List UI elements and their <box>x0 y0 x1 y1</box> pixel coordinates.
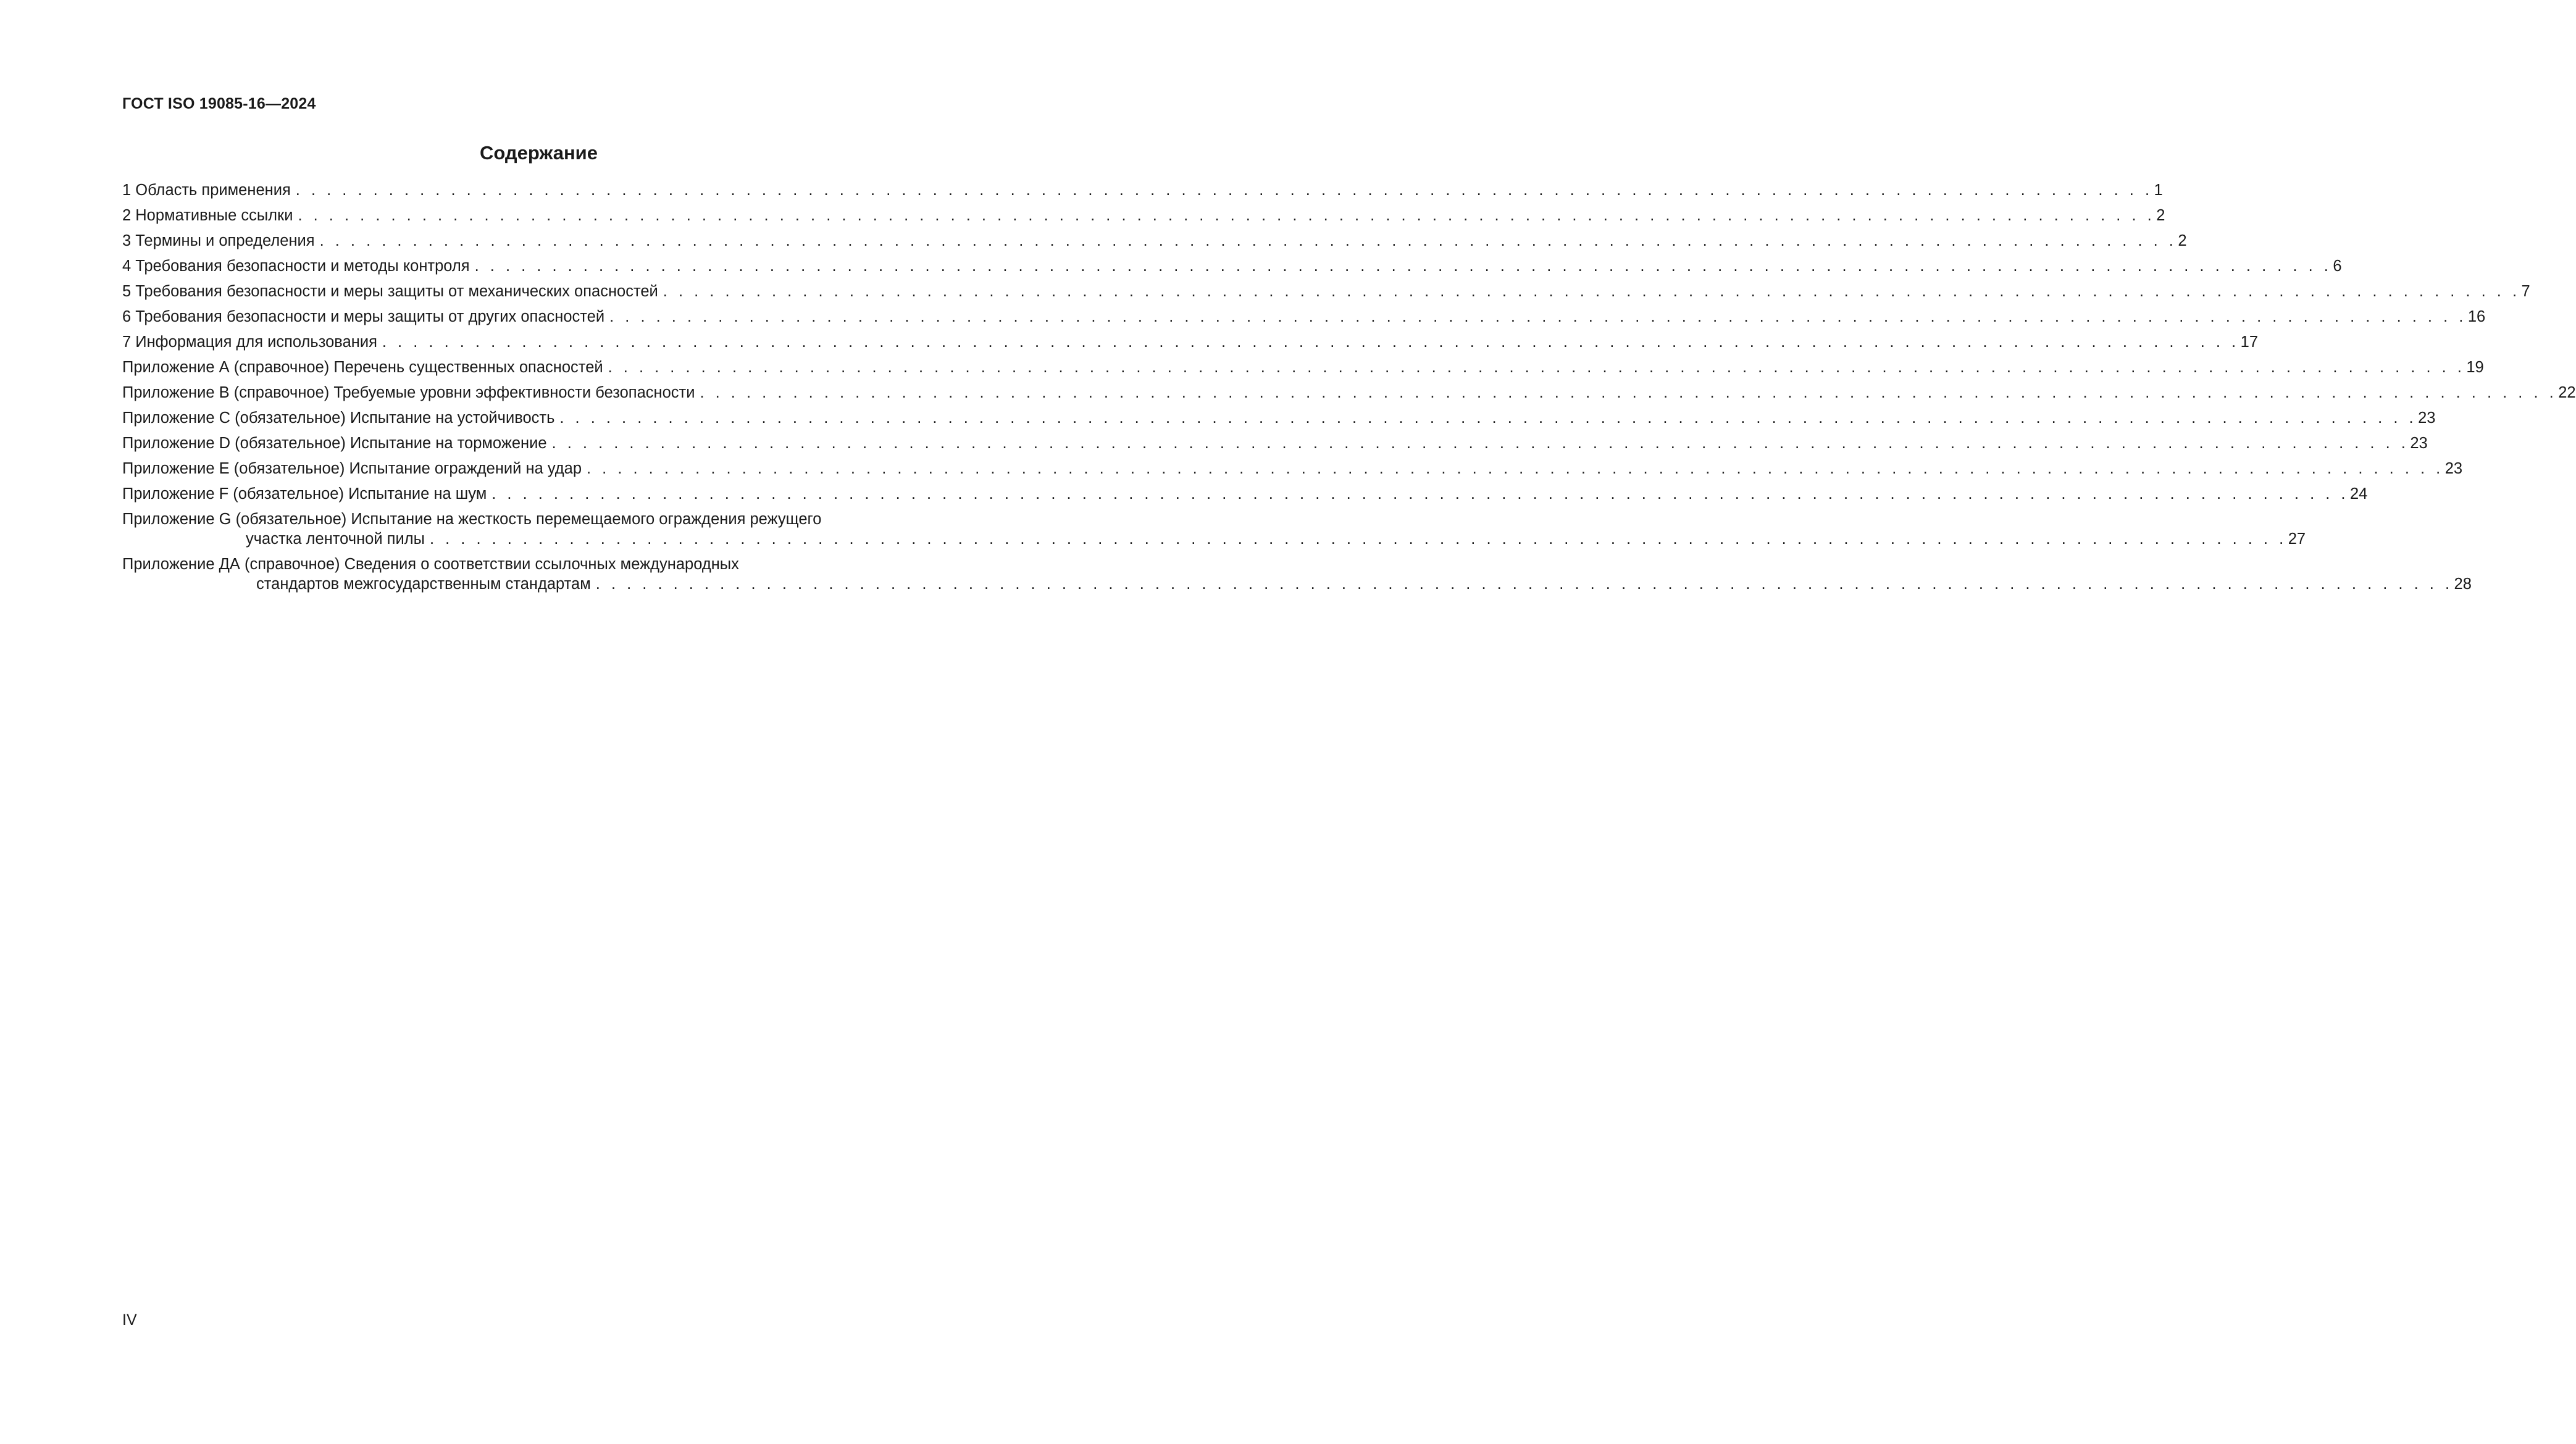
toc-leader-dots: . . . . . . . . . . . . . . . . . . . . . . . . . . . . . . . . . . . . . . . . . . . . . . . . . . . . . . . . . . . . . . . . . . . . . . . . . . . . . . . . . . . . . . . . . . . . . . . . . . . . . . . . . . . . . . . . . . . . . . . . <box>382 333 2239 351</box>
toc-leader-dots: . . . . . . . . . . . . . . . . . . . . . . . . . . . . . . . . . . . . . . . . . . . . . . . . . . . . . . . . . . . . . . . . . . . . . . . . . . . . . . . . . . . . . . . . . . . . . . . . . . . . . . . . . . . . . . . . . . . . . . . . <box>474 257 2332 275</box>
table-of-contents <box>122 180 2576 599</box>
toc-entry[interactable] <box>122 231 2187 256</box>
toc-entry-text: Приложение ДА (справочное) Сведения о соответствии ссылочных международных <box>122 556 739 573</box>
toc-entry-page: 22 <box>2558 384 2576 401</box>
toc-entry-text: 6 Требования безопасности и меры защиты от других опасностей <box>122 308 605 325</box>
toc-title: Содержание <box>480 142 598 164</box>
toc-leader-dots: . . . . . . . . . . . . . . . . . . . . . . . . . . . . . . . . . . . . . . . . . . . . . . . . . . . . . . . . . . . . . . . . . . . . . . . . . . . . . . . . . . . . . . . . . . . . . . . . . . . . . . . . . . . . . . . . . . . . . . . . <box>429 530 2287 548</box>
toc-entry[interactable] <box>122 282 2530 307</box>
toc-entry[interactable] <box>122 433 2428 459</box>
toc-entry-text: Приложение D (обязательное) Испытание на торможение <box>122 435 547 452</box>
toc-entry[interactable] <box>122 459 2463 484</box>
toc-entry[interactable] <box>122 180 2163 206</box>
toc-entry-page: 19 <box>2466 359 2484 376</box>
toc-entry-text: Приложение С (обязательное) Испытание на устойчивость <box>122 409 555 427</box>
toc-entry-text: 1 Область применения <box>122 182 291 199</box>
toc-entry-text: Приложение Е (обязательное) Испытание ограждений на удар <box>122 460 582 477</box>
toc-entry-page: 6 <box>2333 257 2342 275</box>
toc-entry-text: 3 Термины и определения <box>122 232 315 249</box>
toc-entry-page: 17 <box>2240 333 2259 351</box>
toc-entry[interactable] <box>122 554 2472 599</box>
document-header-code: ГОСТ ISO 19085-16—2024 <box>122 95 316 112</box>
toc-entry[interactable] <box>122 408 2436 433</box>
toc-entry-page: 23 <box>2410 435 2428 452</box>
toc-entry-text: Приложение А (справочное) Перечень существенных опасностей <box>122 359 603 376</box>
toc-entry[interactable] <box>122 256 2342 282</box>
page-number: IV <box>122 1311 137 1329</box>
toc-leader-dots: . . . . . . . . . . . . . . . . . . . . . . . . . . . . . . . . . . . . . . . . . . . . . . . . . . . . . . . . . . . . . . . . . . . . . . . . . . . . . . . . . . . . . . . . . . . . . . . . . . . . . . . . . . . . . . . . . . . . . . . . <box>608 359 2465 376</box>
toc-entry-page: 28 <box>2454 575 2472 593</box>
toc-leader-dots: . . . . . . . . . . . . . . . . . . . . . . . . . . . . . . . . . . . . . . . . . . . . . . . . . . . . . . . . . . . . . . . . . . . . . . . . . . . . . . . . . . . . . . . . . . . . . . . . . . . . . . . . . . . . . . . . . . . . . . . . <box>295 182 2153 199</box>
toc-entry[interactable] <box>122 206 2165 231</box>
toc-entry-page: 2 <box>2178 232 2187 249</box>
toc-entry-text: 2 Нормативные ссылки <box>122 207 293 224</box>
toc-entry[interactable] <box>122 332 2259 357</box>
toc-leader-dots: . . . . . . . . . . . . . . . . . . . . . . . . . . . . . . . . . . . . . . . . . . . . . . . . . . . . . . . . . . . . . . . . . . . . . . . . . . . . . . . . . . . . . . . . . . . . . . . . . . . . . . . . . . . . . . . . . . . . . . . . <box>298 207 2156 224</box>
toc-leader-dots: . . . . . . . . . . . . . . . . . . . . . . . . . . . . . . . . . . . . . . . . . . . . . . . . . . . . . . . . . . . . . . . . . . . . . . . . . . . . . . . . . . . . . . . . . . . . . . . . . . . . . . . . . . . . . . . . . . . . . . . . <box>559 409 2417 427</box>
toc-entry-page: 23 <box>2444 460 2463 477</box>
toc-entry-page: 2 <box>2156 207 2165 224</box>
toc-entry-page: 1 <box>2154 182 2163 199</box>
toc-entry-text: Приложение F (обязательное) Испытание на шум <box>122 485 487 503</box>
toc-entry-page: 16 <box>2467 308 2486 325</box>
toc-entry[interactable] <box>122 383 2576 408</box>
toc-entry[interactable] <box>122 484 2368 509</box>
toc-leader-dots: . . . . . . . . . . . . . . . . . . . . . . . . . . . . . . . . . . . . . . . . . . . . . . . . . . . . . . . . . . . . . . . . . . . . . . . . . . . . . . . . . . . . . . . . . . . . . . . . . . . . . . . . . . . . . . . . . . . . . . . . <box>491 485 2349 503</box>
toc-leader-dots: . . . . . . . . . . . . . . . . . . . . . . . . . . . . . . . . . . . . . . . . . . . . . . . . . . . . . . . . . . . . . . . . . . . . . . . . . . . . . . . . . . . . . . . . . . . . . . . . . . . . . . . . . . . . . . . . . . . . . . . . <box>700 384 2557 401</box>
toc-entry-page: 23 <box>2418 409 2436 427</box>
toc-entry-page: 27 <box>2288 530 2306 548</box>
toc-entry-text-continuation: участка ленточной пилы <box>246 530 425 548</box>
toc-leader-dots: . . . . . . . . . . . . . . . . . . . . . . . . . . . . . . . . . . . . . . . . . . . . . . . . . . . . . . . . . . . . . . . . . . . . . . . . . . . . . . . . . . . . . . . . . . . . . . . . . . . . . . . . . . . . . . . . . . . . . . . . <box>587 460 2444 477</box>
toc-entry-text: Приложение В (справочное) Требуемые уровни эффективности безопасности <box>122 384 695 401</box>
toc-leader-dots: . . . . . . . . . . . . . . . . . . . . . . . . . . . . . . . . . . . . . . . . . . . . . . . . . . . . . . . . . . . . . . . . . . . . . . . . . . . . . . . . . . . . . . . . . . . . . . . . . . . . . . . . . . . . . . . . . . . . . . . . <box>595 575 2453 593</box>
toc-entry[interactable] <box>122 307 2486 332</box>
toc-entry-text: 7 Информация для использования <box>122 333 377 351</box>
toc-leader-dots: . . . . . . . . . . . . . . . . . . . . . . . . . . . . . . . . . . . . . . . . . . . . . . . . . . . . . . . . . . . . . . . . . . . . . . . . . . . . . . . . . . . . . . . . . . . . . . . . . . . . . . . . . . . . . . . . . . . . . . . . <box>319 232 2177 249</box>
toc-entry-text-continuation: стандартов межгосударственным стандартам <box>256 575 591 593</box>
toc-entry-page: 7 <box>2521 283 2530 300</box>
toc-leader-dots: . . . . . . . . . . . . . . . . . . . . . . . . . . . . . . . . . . . . . . . . . . . . . . . . . . . . . . . . . . . . . . . . . . . . . . . . . . . . . . . . . . . . . . . . . . . . . . . . . . . . . . . . . . . . . . . . . . . . . . . . <box>609 308 2467 325</box>
toc-entry-text: 5 Требования безопасности и меры защиты от механических опасностей <box>122 283 658 300</box>
toc-leader-dots: . . . . . . . . . . . . . . . . . . . . . . . . . . . . . . . . . . . . . . . . . . . . . . . . . . . . . . . . . . . . . . . . . . . . . . . . . . . . . . . . . . . . . . . . . . . . . . . . . . . . . . . . . . . . . . . . . . . . . . . . <box>663 283 2520 300</box>
toc-entry[interactable] <box>122 357 2484 383</box>
toc-entry-page: 24 <box>2350 485 2368 503</box>
toc-entry-text: 4 Требования безопасности и методы контроля <box>122 257 470 275</box>
toc-entry-text: Приложение G (обязательное) Испытание на жесткость перемещаемого ограждения режущего <box>122 511 822 528</box>
toc-leader-dots: . . . . . . . . . . . . . . . . . . . . . . . . . . . . . . . . . . . . . . . . . . . . . . . . . . . . . . . . . . . . . . . . . . . . . . . . . . . . . . . . . . . . . . . . . . . . . . . . . . . . . . . . . . . . . . . . . . . . . . . . <box>551 435 2409 452</box>
toc-entry[interactable] <box>122 509 2306 554</box>
